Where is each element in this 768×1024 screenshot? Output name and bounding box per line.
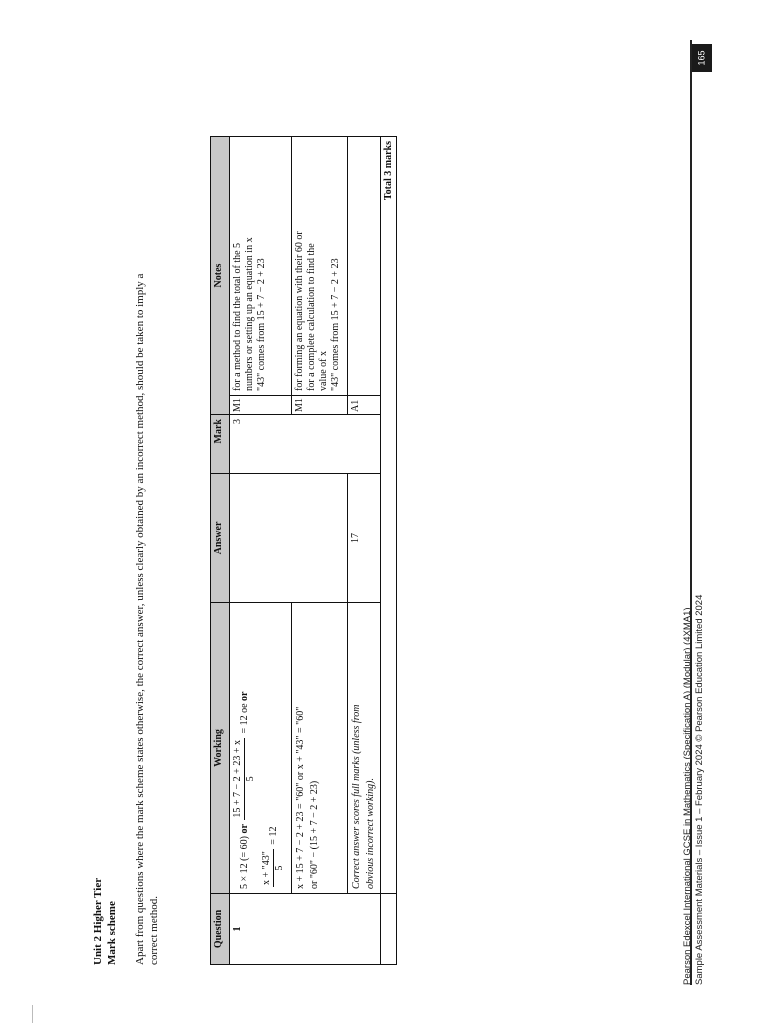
answer-value: 17 [348, 474, 381, 603]
header-question: Question [211, 894, 230, 965]
note-line: "43" comes from 15 + 7 − 2 + 23 [256, 258, 267, 391]
notes-cell-empty [348, 137, 381, 396]
rotated-page-content [92, 115, 432, 965]
working-line: Correct answer scores full marks (unless from [351, 704, 362, 889]
working-text: = 12 oe [238, 700, 250, 737]
table-row [230, 137, 292, 965]
fraction-numerator: x + "43" [261, 851, 272, 885]
note-line: for a method to find the total of the 5 [232, 242, 243, 391]
working-method-1 [230, 603, 292, 894]
notes-cell [292, 137, 348, 396]
fraction-numerator: 15 + 7 − 2 + 23 + x [232, 740, 243, 818]
header-answer: Answer [211, 474, 230, 603]
fraction [261, 849, 286, 887]
header-notes: Notes [211, 137, 230, 415]
working-line: x + 15 + 7 − 2 + 23 = "60" or x + "43" = "60" [295, 706, 306, 889]
working-line: or "60" − (15 + 7 − 2 + 23) [309, 780, 320, 889]
note-line: value of x [318, 351, 329, 391]
page-number: 165 [697, 50, 707, 66]
margin-mark [32, 1005, 33, 1023]
working-line: obvious incorrect working). [365, 777, 376, 889]
table-row [348, 137, 381, 965]
table-header-row [211, 137, 230, 965]
working-or: or [238, 691, 250, 701]
footer-line-1: Pearson Edexcel International GCSE in Mathematics (Specification A) (Modular) (4XMA1) [682, 607, 693, 985]
fraction-denominator: 5 [274, 865, 285, 871]
working-text: 5 × 12 (= 60) [238, 833, 250, 889]
header-mark: Mark [211, 415, 230, 474]
note-line: for forming an equation with their 60 or [294, 231, 305, 391]
header-working: Working [211, 603, 230, 894]
mark-code: A1 [348, 396, 381, 415]
notes-cell [230, 137, 292, 396]
intro-line-2: correct method. [148, 895, 160, 965]
page-number-badge [692, 44, 712, 72]
footer-text [682, 595, 706, 985]
working-or: or [238, 824, 250, 834]
note-line: for a complete calculation to find the [306, 243, 317, 391]
working-text: = 12 [267, 826, 279, 848]
mark-code: M1 [230, 396, 292, 415]
footer-line-2: Sample Assessment Materials – Issue 1 – February 2024 © Pearson Education Limited 2024 [694, 594, 705, 985]
working-accuracy [348, 603, 381, 894]
page-footer [682, 40, 760, 985]
answer-cell-empty [230, 474, 348, 603]
total-row [381, 137, 397, 965]
intro-line-1: Apart from questions where the mark scheme states otherwise, the correct answer, unless clearly obtained by an incorrect method, should be taken to imply a [134, 273, 146, 965]
fraction [232, 738, 257, 820]
mark-scheme-table [210, 136, 397, 965]
fraction-denominator: 5 [245, 776, 256, 782]
note-line: "43" comes from 15 + 7 − 2 + 23 [330, 258, 341, 391]
note-line: numbers or setting up an equation in x [244, 237, 255, 391]
mark-scheme-heading: Mark scheme [106, 901, 118, 965]
mark-code: M1 [292, 396, 348, 415]
unit-heading: Unit 2 Higher Tier [92, 877, 104, 965]
mark-value: 3 [230, 415, 381, 474]
total-empty-cell [381, 894, 397, 965]
working-method-2 [292, 603, 348, 894]
total-marks: Total 3 marks [381, 137, 397, 894]
question-number: 1 [230, 894, 381, 965]
